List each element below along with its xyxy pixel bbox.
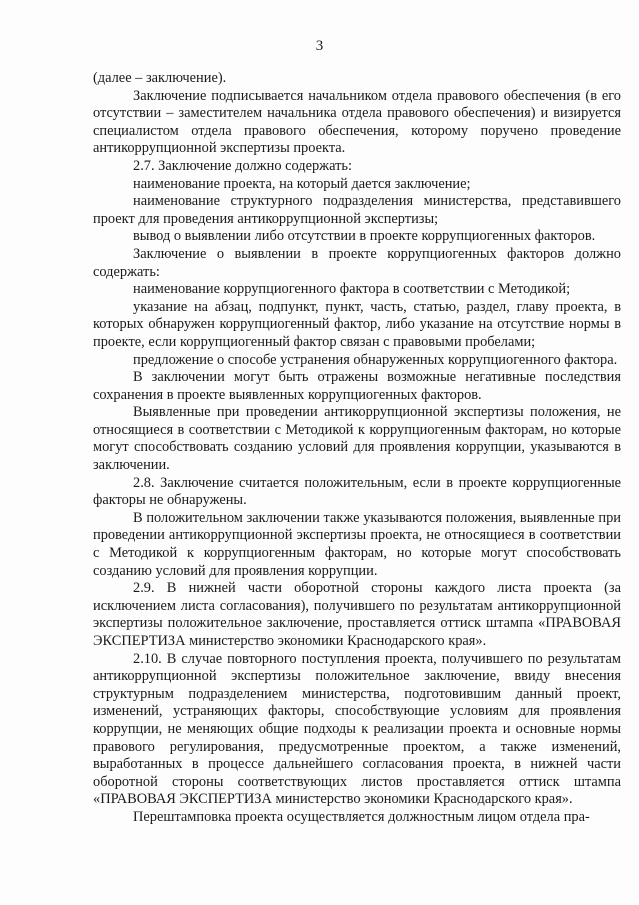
- list-item: предложение о способе устранения обнаруженных коррупциогенного фактора.: [133, 351, 618, 368]
- list-item: указание на абзац, подпункт, пункт, часть, статью, раздел, главу проекта, в которых обнаружен коррупциогенный фактор, либо указание на отсутствие нормы в проекте, если коррупциогенный фактор связан с правовыми пробелами;: [93, 298, 621, 350]
- section-heading: 2.9. В нижней части оборотной стороны каждого листа проекта (за исключением листа согласования), получившего по результатам антикоррупционной экспертизы положительное заключение, проставляется оттиск штампа «ПРАВОВАЯ ЭКСПЕРТИЗА министерство экономики Краснодарского края».: [93, 580, 621, 649]
- list-item: наименование структурного подразделения министерства, представившего проект для проведения антикоррупционной экспертизы;: [93, 193, 621, 227]
- document-body: [93, 70, 621, 827]
- paragraph: В заключении могут быть отражены возможные негативные последствия сохранения в проекте выявленных коррупциогенных факторов.: [93, 369, 621, 403]
- list-item: наименование проекта, на который дается заключение;: [133, 175, 471, 192]
- paragraph: (далее – заключение).: [93, 70, 227, 86]
- paragraph: Перештамповка проекта осуществляется должностным лицом отдела пра-: [133, 808, 590, 825]
- section-heading: 2.10. В случае повторного поступления проекта, получившего по результатам антикоррупционной экспертизы положительное заключение, ввиду внесения структурным подразделением министерства, подготовившим данный проект, изменений, устраняющих факторы, способствующие условиям для проявления коррупции, не меняющих общие подходы к реализации проекта и основные нормы правового регулирования, предусмотренные проектом, а также изменений, выработанных в процессе дальнейшего согласования проекта, в нижней части оборотной стороны соответствующих листов проставляется оттиск штампа «ПРАВОВАЯ ЭКСПЕРТИЗА министерство экономики Краснодарского края».: [93, 650, 621, 808]
- page-number: 3: [315, 38, 324, 54]
- list-item: наименование коррупциогенного фактора в соответствии с Методикой;: [133, 281, 571, 298]
- paragraph: Выявленные при проведении антикоррупционной экспертизы положения, не относящиеся в соответствии с Методикой к коррупциогенным факторам, но которые могут способствовать созданию условий для проявления коррупции, указываются в заключении.: [93, 404, 621, 474]
- paragraph: Заключение о выявлении в проекте коррупциогенных факторов должно содержать:: [93, 245, 621, 280]
- section-heading: 2.8. Заключение считается положительным, если в проекте коррупциогенные факторы не обнаружены.: [93, 474, 621, 509]
- paragraph: В положительном заключении также указываются положения, выявленные при проведении антикоррупционной экспертизы проекта, не относящиеся в соответствии с Методикой к коррупциогенным факторам, но которые могут способствовать созданию условий для проявления коррупции.: [93, 509, 621, 579]
- list-item: вывод о выявлении либо отсутствии в проекте коррупциогенных факторов.: [133, 228, 596, 245]
- paragraph: Заключение подписывается начальником отдела правового обеспечения (в его отсутствии – заместителем начальника отдела правового обеспечения) и визируется специалистом отдела правового обеспечения, которому поручено проведение антикоррупционной экспертизы проекта.: [93, 87, 621, 157]
- section-heading: 2.7. Заключение должно содержать:: [133, 157, 352, 174]
